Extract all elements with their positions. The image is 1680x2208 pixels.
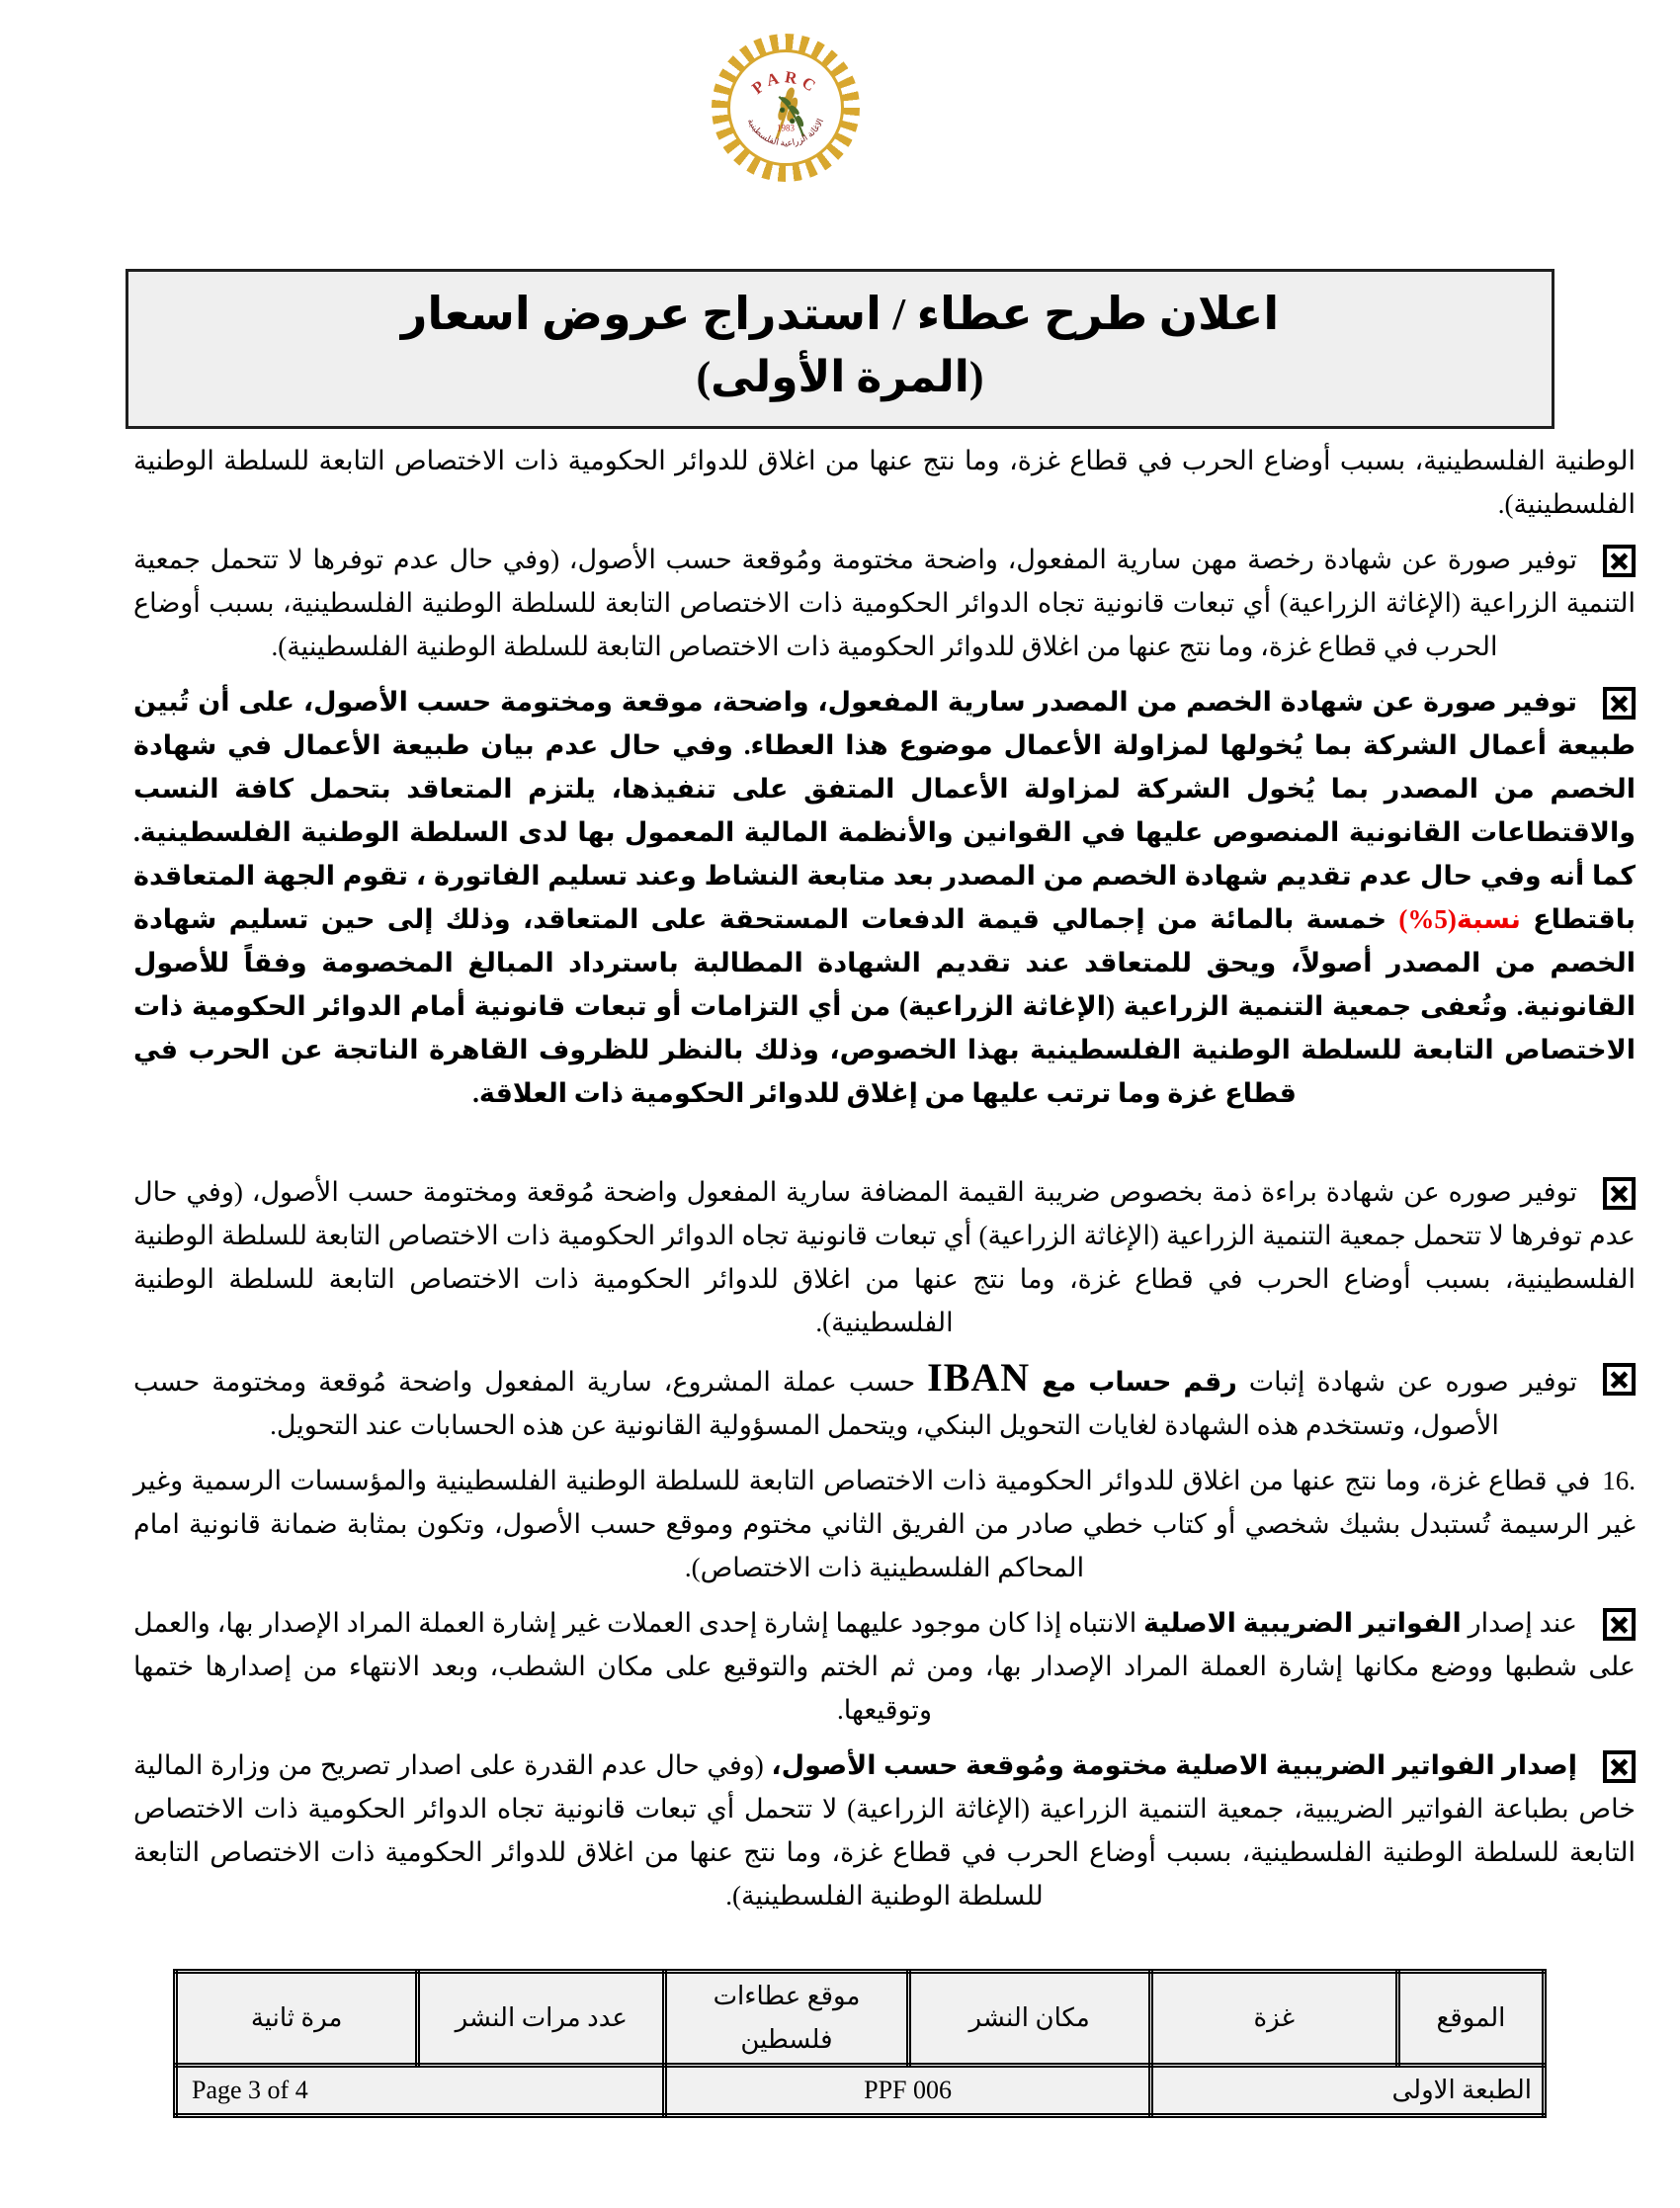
parc-logo (712, 34, 860, 182)
item-number: 16. (1602, 1466, 1636, 1495)
logo-arabic-name: الاغاثة الزراعية الفلسطينية (745, 117, 826, 148)
checked-checkbox-icon: × (1603, 1177, 1636, 1210)
account-number-label: رقم حساب مع (1030, 1367, 1237, 1397)
cell-form-code: PPF 006 (665, 2066, 1150, 2116)
requirement-item-invoice-currency (133, 1601, 1636, 1732)
cell-page-number: Page 3 of 4 (176, 2066, 665, 2116)
requirement-text: توفير صوره عن شهادة براءة ذمة بخصوص ضريبة القيمة المضافة سارية المفعول واضحة مُوقعة ومختومة حسب الأصول، (وفي حال عدم توفرها لا تتحمل جمعية التنمية الزراعية (الإغاثة الزراعية) أي تبعات قانونية تجاه الدوائر الحكومية ذات الاختصاص التابعة للسلطة الوطنية الفلسطينية، بسبب أوضاع الحرب في قطاع غزة، وما نتج عنها من اغلاق للدوائر الحكومية ذات الاختصاص التابعة للسلطة الوطنية الفلسطينية). (133, 1177, 1636, 1337)
document-body (133, 439, 1636, 1917)
logo-acronym: PARC (748, 67, 823, 99)
requirement-item-vat-clearance (133, 1170, 1636, 1344)
requirement-text: خمسة بالمائة من إجمالي قيمة الدفعات المستحقة على المتعاقد، وذلك إلى حين تسليم شهادة الخصم من المصدر أصولاً، ويحق للمتعاقد عند تقديم الشهادة المطالبة باسترداد المبالغ المخصومة وفقاً للأصول القانونية. وتُعفى جمعية التنمية الزراعية (الإغاثة الزراعية) من أي التزامات أو تبعات قانونية أمام الدوائر الحكومية ذات الاختصاص التابعة للسلطة الوطنية الفلسطينية بهذا الخصوص، وذلك بالنظر للظروف القاهرة الناتجة عن الحرب في قطاع غزة وما ترتب عليها من إغلاق للدوائر الحكومية ذات العلاقة. (133, 904, 1636, 1108)
original-tax-invoices-label: الفواتير الضريبية الاصلية (1136, 1608, 1462, 1638)
requirement-item-license (133, 538, 1636, 668)
cell-location-label: الموقع (1397, 1972, 1544, 2066)
tender-title-line1: اعلان طرح عطاء / استدراج عروض اسعار (400, 289, 1280, 339)
requirement-text: (وفي حال عدم القدرة على اصدار تصريح من وزارة المالية خاص بطباعة الفواتير الضريبية، جمعية التنمية الزراعية (الإغاثة الزراعية) لا تتحمل أي تبعات قانونية تجاه الدوائر الحكومية ذات الاختصاص التابعة للسلطة الوطنية الفلسطينية، بسبب أوضاع الحرب في قطاع غزة، وما نتج عنها من اغلاق للدوائر الحكومية ذات الاختصاص التابعة للسلطة الوطنية الفلسطينية). (133, 1750, 1636, 1911)
requirement-item-iban (133, 1356, 1636, 1447)
cell-publish-count-value: مرة ثانية (176, 1972, 418, 2066)
intro-paragraph: الوطنية الفلسطينية، بسبب أوضاع الحرب في قطاع غزة، وما نتج عنها من اغلاق للدوائر الحكومية ذات الاختصاص التابعة للسلطة الوطنية الفلسطينية). (133, 446, 1636, 519)
checked-checkbox-icon: × (1603, 545, 1636, 577)
tender-title-box (126, 269, 1554, 429)
requirement-text: عند إصدار (1461, 1608, 1577, 1638)
cell-publish-place-value: موقع عطاءات فلسطين (665, 1972, 908, 2066)
iban-label: IBAN (927, 1355, 1031, 1400)
requirement-text-bold: إصدار الفواتير الضريبية الاصلية مختومة ومُوقعة حسب الأصول، (763, 1750, 1578, 1780)
cell-edition: الطبعة الاولى (1150, 2066, 1544, 2116)
requirement-text: الانتباه إذا كان موجود عليهما إشارة إحدى العملات غير إشارة العملة المراد الإصدار بها، والعمل على شطبها ووضع مكانها إشارة العملة المراد الإصدار بها، ومن ثم الختم والتوقيع على مكان الشطب، وبعد الانتهاء من إصدارها ختمها وتوقيعها. (133, 1608, 1636, 1725)
requirement-item-issue-invoices (133, 1743, 1636, 1917)
logo-emblem-icon (730, 52, 841, 163)
logo-year: 1983 (777, 123, 795, 133)
checked-checkbox-icon: × (1603, 1750, 1636, 1783)
requirement-item-deduction-certificate (133, 680, 1636, 1115)
checked-checkbox-icon: × (1603, 687, 1636, 720)
logo-inner-circle (727, 49, 844, 166)
publication-info-table (173, 1969, 1547, 2118)
tender-title-line2: (المرة الأولى) (696, 353, 984, 401)
document-page (0, 34, 1680, 2208)
requirement-text: توفير صوره عن شهادة إثبات (1236, 1367, 1577, 1397)
deduction-rate-highlight: نسبة(5%) (1386, 904, 1521, 934)
cell-publish-count-label: عدد مرات النشر (418, 1972, 665, 2066)
requirement-text: توفير صورة عن شهادة رخصة مهن سارية المفعول، واضحة مختومة ومُوقعة حسب الأصول، (وفي حال عدم توفرها لا تتحمل جمعية التنمية الزراعية (الإغاثة الزراعية) أي تبعات قانونية تجاه الدوائر الحكومية ذات الاختصاص التابعة للسلطة الوطنية الفلسطينية، بسبب أوضاع الحرب في قطاع غزة، وما نتج عنها من اغلاق للدوائر الحكومية ذات الاختصاص التابعة للسلطة الوطنية الفلسطينية). (133, 545, 1636, 661)
checked-checkbox-icon: × (1603, 1608, 1636, 1641)
publication-second-row (176, 2066, 1545, 2116)
requirement-item-16 (133, 1459, 1636, 1589)
requirement-text: توفير صورة عن شهادة الخصم من المصدر سارية المفعول، واضحة، موقعة ومختومة حسب الأصول، على أن تُبين طبيعة أعمال الشركة بما يُخولها لمزاولة الأعمال موضوع هذا العطاء. وفي حال عدم بيان طبيعة الأعمال في شهادة الخصم من المصدر بما يُخول الشركة لمزاولة الأعمال المتفق على تنفيذها، يلتزم المتعاقد بتحمل كافة النسب والاقتطاعات القانونية المنصوص عليها في القوانين والأنظمة المالية المعمول بها لدى السلطة الوطنية الفلسطينية. كما أنه وفي حال عدم تقديم شهادة الخصم من المصدر بعد متابعة النشاط وعند تسليم الفاتورة ، تقوم الجهة المتعاقدة باقتطاع (133, 687, 1636, 934)
requirement-text: حسب عملة المشروع، سارية المفعول واضحة مُوقعة ومختومة حسب الأصول، وتستخدم هذه الشهادة لغايات التحويل البنكي، ويتحمل المسؤولية القانونية عن هذه الحسابات عند التحويل. (133, 1367, 1499, 1440)
requirement-text: في قطاع غزة، وما نتج عنها من اغلاق للدوائر الحكومية ذات الاختصاص التابعة للسلطة الوطنية الفلسطينية والمؤسسات الرسمية وغير غير الرسيمة تُستبدل بشيك شخصي أو كتاب خطي صادر من الفريق الثاني مختوم وموقع حسب الأصول، وتكون بمثابة ضمانة قانونية امام المحاكم الفلسطينية ذات الاختصاص). (133, 1466, 1636, 1582)
cell-location-value: غزة (1150, 1972, 1397, 2066)
checked-checkbox-icon: × (1603, 1363, 1636, 1396)
cell-publish-place-label: مكان النشر (908, 1972, 1150, 2066)
publication-header-row (176, 1972, 1545, 2066)
